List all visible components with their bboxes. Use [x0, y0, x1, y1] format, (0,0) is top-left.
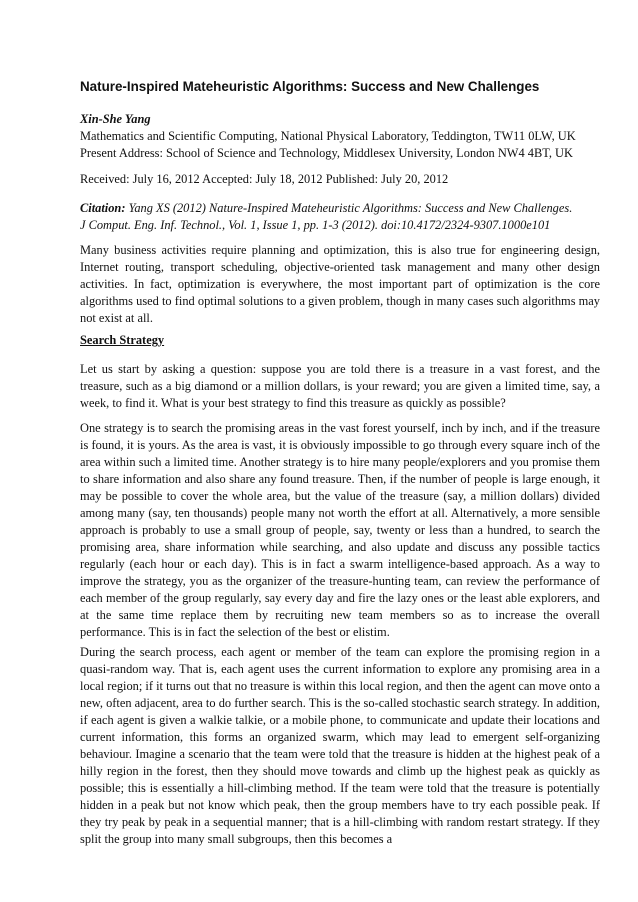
citation-line-2: J Comput. Eng. Inf. Technol., Vol. 1, Issue 1, pp. 1-3 (2012). doi:10.4172/2324-9307.1000e101: [80, 218, 551, 232]
paragraph-1: Let us start by asking a question: suppose you are told there is a treasure in a vast forest, and the treasure, such as a big diamond or a million dollars, is your reward; you are given a limited time, say, a week, to find it. What is your best strategy to find this treasure as quickly as possible?: [80, 362, 600, 410]
author-block: [80, 111, 600, 162]
author-name: Xin-She Yang: [80, 112, 151, 126]
citation-block: [80, 200, 600, 234]
section-heading: Search Strategy: [80, 333, 165, 347]
paragraph-2: One strategy is to search the promising areas in the vast forest yourself, inch by inch, and if the treasure is found, it is yours. As the area is vast, it is obviously impossible to go through every square inch of the area within such a limited time. Another strategy is to hire many people/explorers and you promise them to share information and also share any found treasure. Then, if the number of people is large enough, it may be possible to cover the whole area, but the value of the treasure (say, a million dollars) divided among many (say, ten thousands) people many not worth the effort at all. Alternatively, a more sensible approach is probably to use a small group of people, say, twenty or less than a hundred, to search the promising area, share information while searching, and also update and discuss any possible tactics regularly (each hour or each day). This is in fact a swarm intelligence-based approach. As a way to improve the strategy, you as the organizer of the treasure-hunting team, can review the performance of each member of the group regularly, say every day and fire the lazy ones or the least able explorers, and at the same time replace them by recruiting new team members so as to increase the overall performance. This is in fact the selection of the best or elistim.: [80, 421, 600, 639]
citation-label: Citation:: [80, 201, 126, 215]
intro-paragraph: Many business activities require planning and optimization, this is also true for engineering design, Internet routing, transport scheduling, objective-oriented task management and many other design activities. In fact, optimization is everywhere, the most important part of optimization is the core algorithms used to find optimal solutions to a given problem, though in many cases such algorithms may not exist at all.: [80, 243, 600, 325]
paragraph-3: During the search process, each agent or member of the team can explore the promising region in a quasi-random way. That is, each agent uses the current information to explore any promising area in a local region; if it turns out that no treasure is within this local region, and then the agent can move onto a new, often adjacent, area to do further search. This is the so-called stochastic search strategy. In addition, if each agent is given a walkie talkie, or a mobile phone, to communicate and update their locations and current information, this forms an organized swarm, which may lead to emergent self-organizing behaviour. Imagine a scenario that the team were told that the treasure is hidden at the highest peak of a hilly region in the forest, then they should move towards and climb up the highest peak as quickly as possible; this is essentially a hill-climbing method. If the team were told that the treasure is potentially hidden in a peak but not know which peak, then the group members have to try each possible peak. If they try peak by peak in a sequential manner; that is a hill-climbing with random restart strategy. If they split the group into many small subgroups, then this becomes a: [80, 645, 600, 846]
citation-line-1: Yang XS (2012) Nature-Inspired Mateheuristic Algorithms: Success and New Challenges.: [128, 201, 573, 215]
author-affiliation: Mathematics and Scientific Computing, National Physical Laboratory, Teddington, TW11 0LW, UK: [80, 129, 576, 143]
paper-title: Nature-Inspired Mateheuristic Algorithms: Success and New Challenges: [80, 79, 540, 94]
publication-dates: Received: July 16, 2012 Accepted: July 18, 2012 Published: July 20, 2012: [80, 172, 449, 186]
author-present-address: Present Address: School of Science and Technology, Middlesex University, London NW4 4BT, UK: [80, 146, 573, 160]
